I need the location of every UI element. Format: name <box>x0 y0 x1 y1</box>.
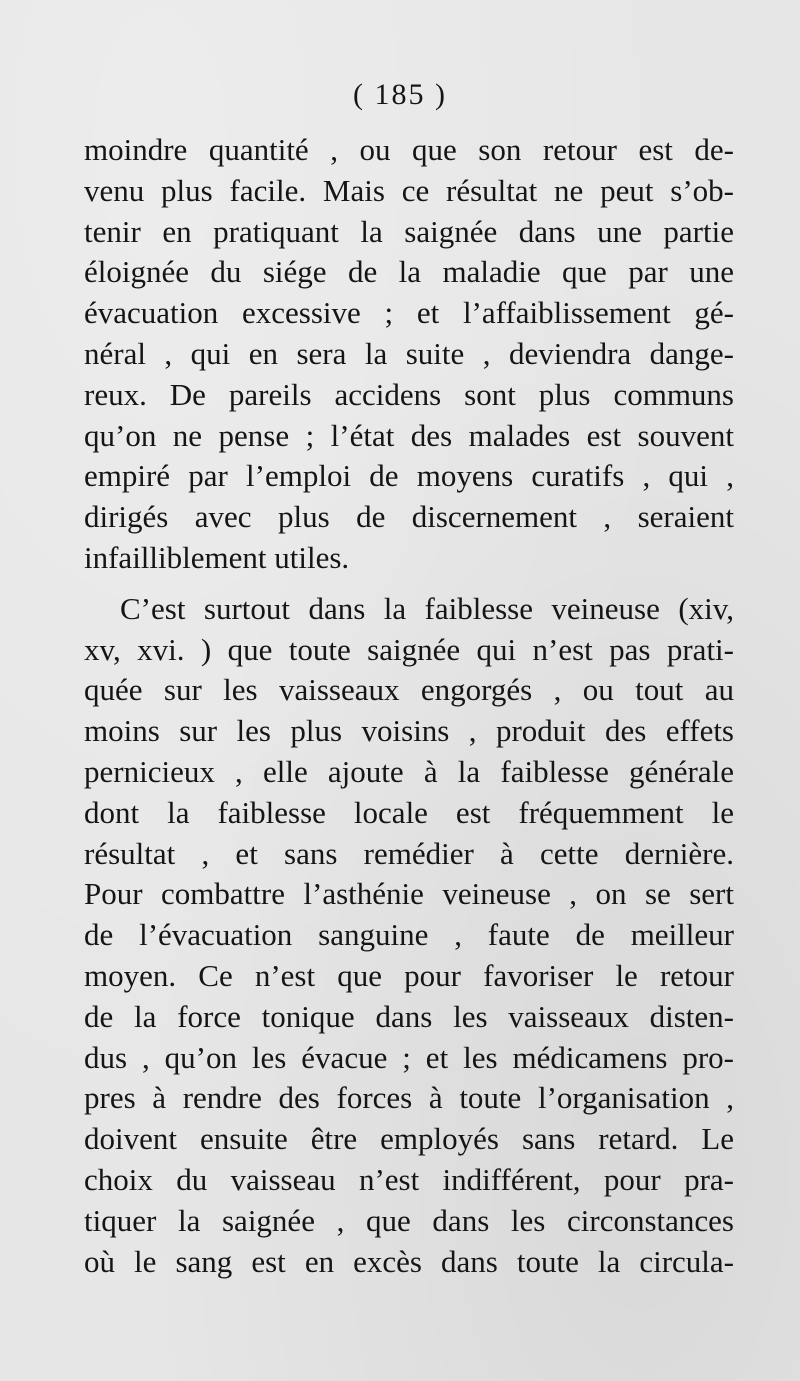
page-number: ( 185 ) <box>353 78 447 111</box>
text-line: de l’évacuation sanguine , faute de meilleur <box>84 917 734 953</box>
text-line: infailliblement utiles. <box>84 539 350 575</box>
text-line: qu’on ne pense ; l’état des malades est souvent <box>84 417 734 453</box>
text-line: évacuation excessive ; et l’affaiblissement gé- <box>84 295 734 331</box>
text-line: moindre quantité , ou que son retour est de- <box>84 132 734 167</box>
text-line: tenir en pratiquant la saignée dans une partie <box>84 213 734 249</box>
paragraph-gap <box>84 579 734 589</box>
text-line: pernicieux , elle ajoute à la faiblesse générale <box>84 753 734 789</box>
text-line: Pour combattre l’asthénie veineuse , on se sert <box>84 876 734 912</box>
paragraph-1 <box>84 130 734 579</box>
text-line: dirigés avec plus de discernement , seraient <box>84 499 734 535</box>
text-line: reux. De pareils accidens sont plus communs <box>84 376 734 412</box>
text-line: C’est surtout dans la faiblesse veineuse (xiv, <box>120 590 734 626</box>
text-line: dus , qu’on les évacue ; et les médicamens pro- <box>84 1039 734 1075</box>
text-line: choix du vaisseau n’est indifférent, pour pra- <box>84 1161 734 1197</box>
text-line: venu plus facile. Mais ce résultat ne peut s’ob- <box>84 172 734 208</box>
text-line: moyen. Ce n’est que pour favoriser le retour <box>84 957 734 993</box>
text-line: dont la faiblesse locale est fréquemment le <box>84 794 734 830</box>
text-line: tiquer la saignée , que dans les circonstances <box>84 1202 734 1238</box>
text-line: empiré par l’emploi de moyens curatifs , qui , <box>84 458 734 494</box>
text-line: pres à rendre des forces à toute l’organisation , <box>84 1080 734 1116</box>
text-line: de la force tonique dans les vaisseaux disten- <box>84 998 734 1034</box>
text-line: éloignée du siége de la maladie que par une <box>84 254 734 290</box>
paragraph-2 <box>84 589 734 1283</box>
text-line: néral , qui en sera la suite , deviendra dange- <box>84 335 734 371</box>
text-line: xv, xvi. ) que toute saignée qui n’est pas prati- <box>84 631 734 667</box>
text-line: doivent ensuite être employés sans retard. Le <box>84 1121 734 1157</box>
text-line: quée sur les vaisseaux engorgés , ou tout au <box>84 672 734 708</box>
text-line: résultat , et sans remédier à cette dernière. <box>84 835 734 871</box>
text-line: moins sur les plus voisins , produit des effets <box>84 713 734 749</box>
text-line: où le sang est en excès dans toute la circula- <box>84 1243 734 1279</box>
body-text <box>84 130 734 1282</box>
